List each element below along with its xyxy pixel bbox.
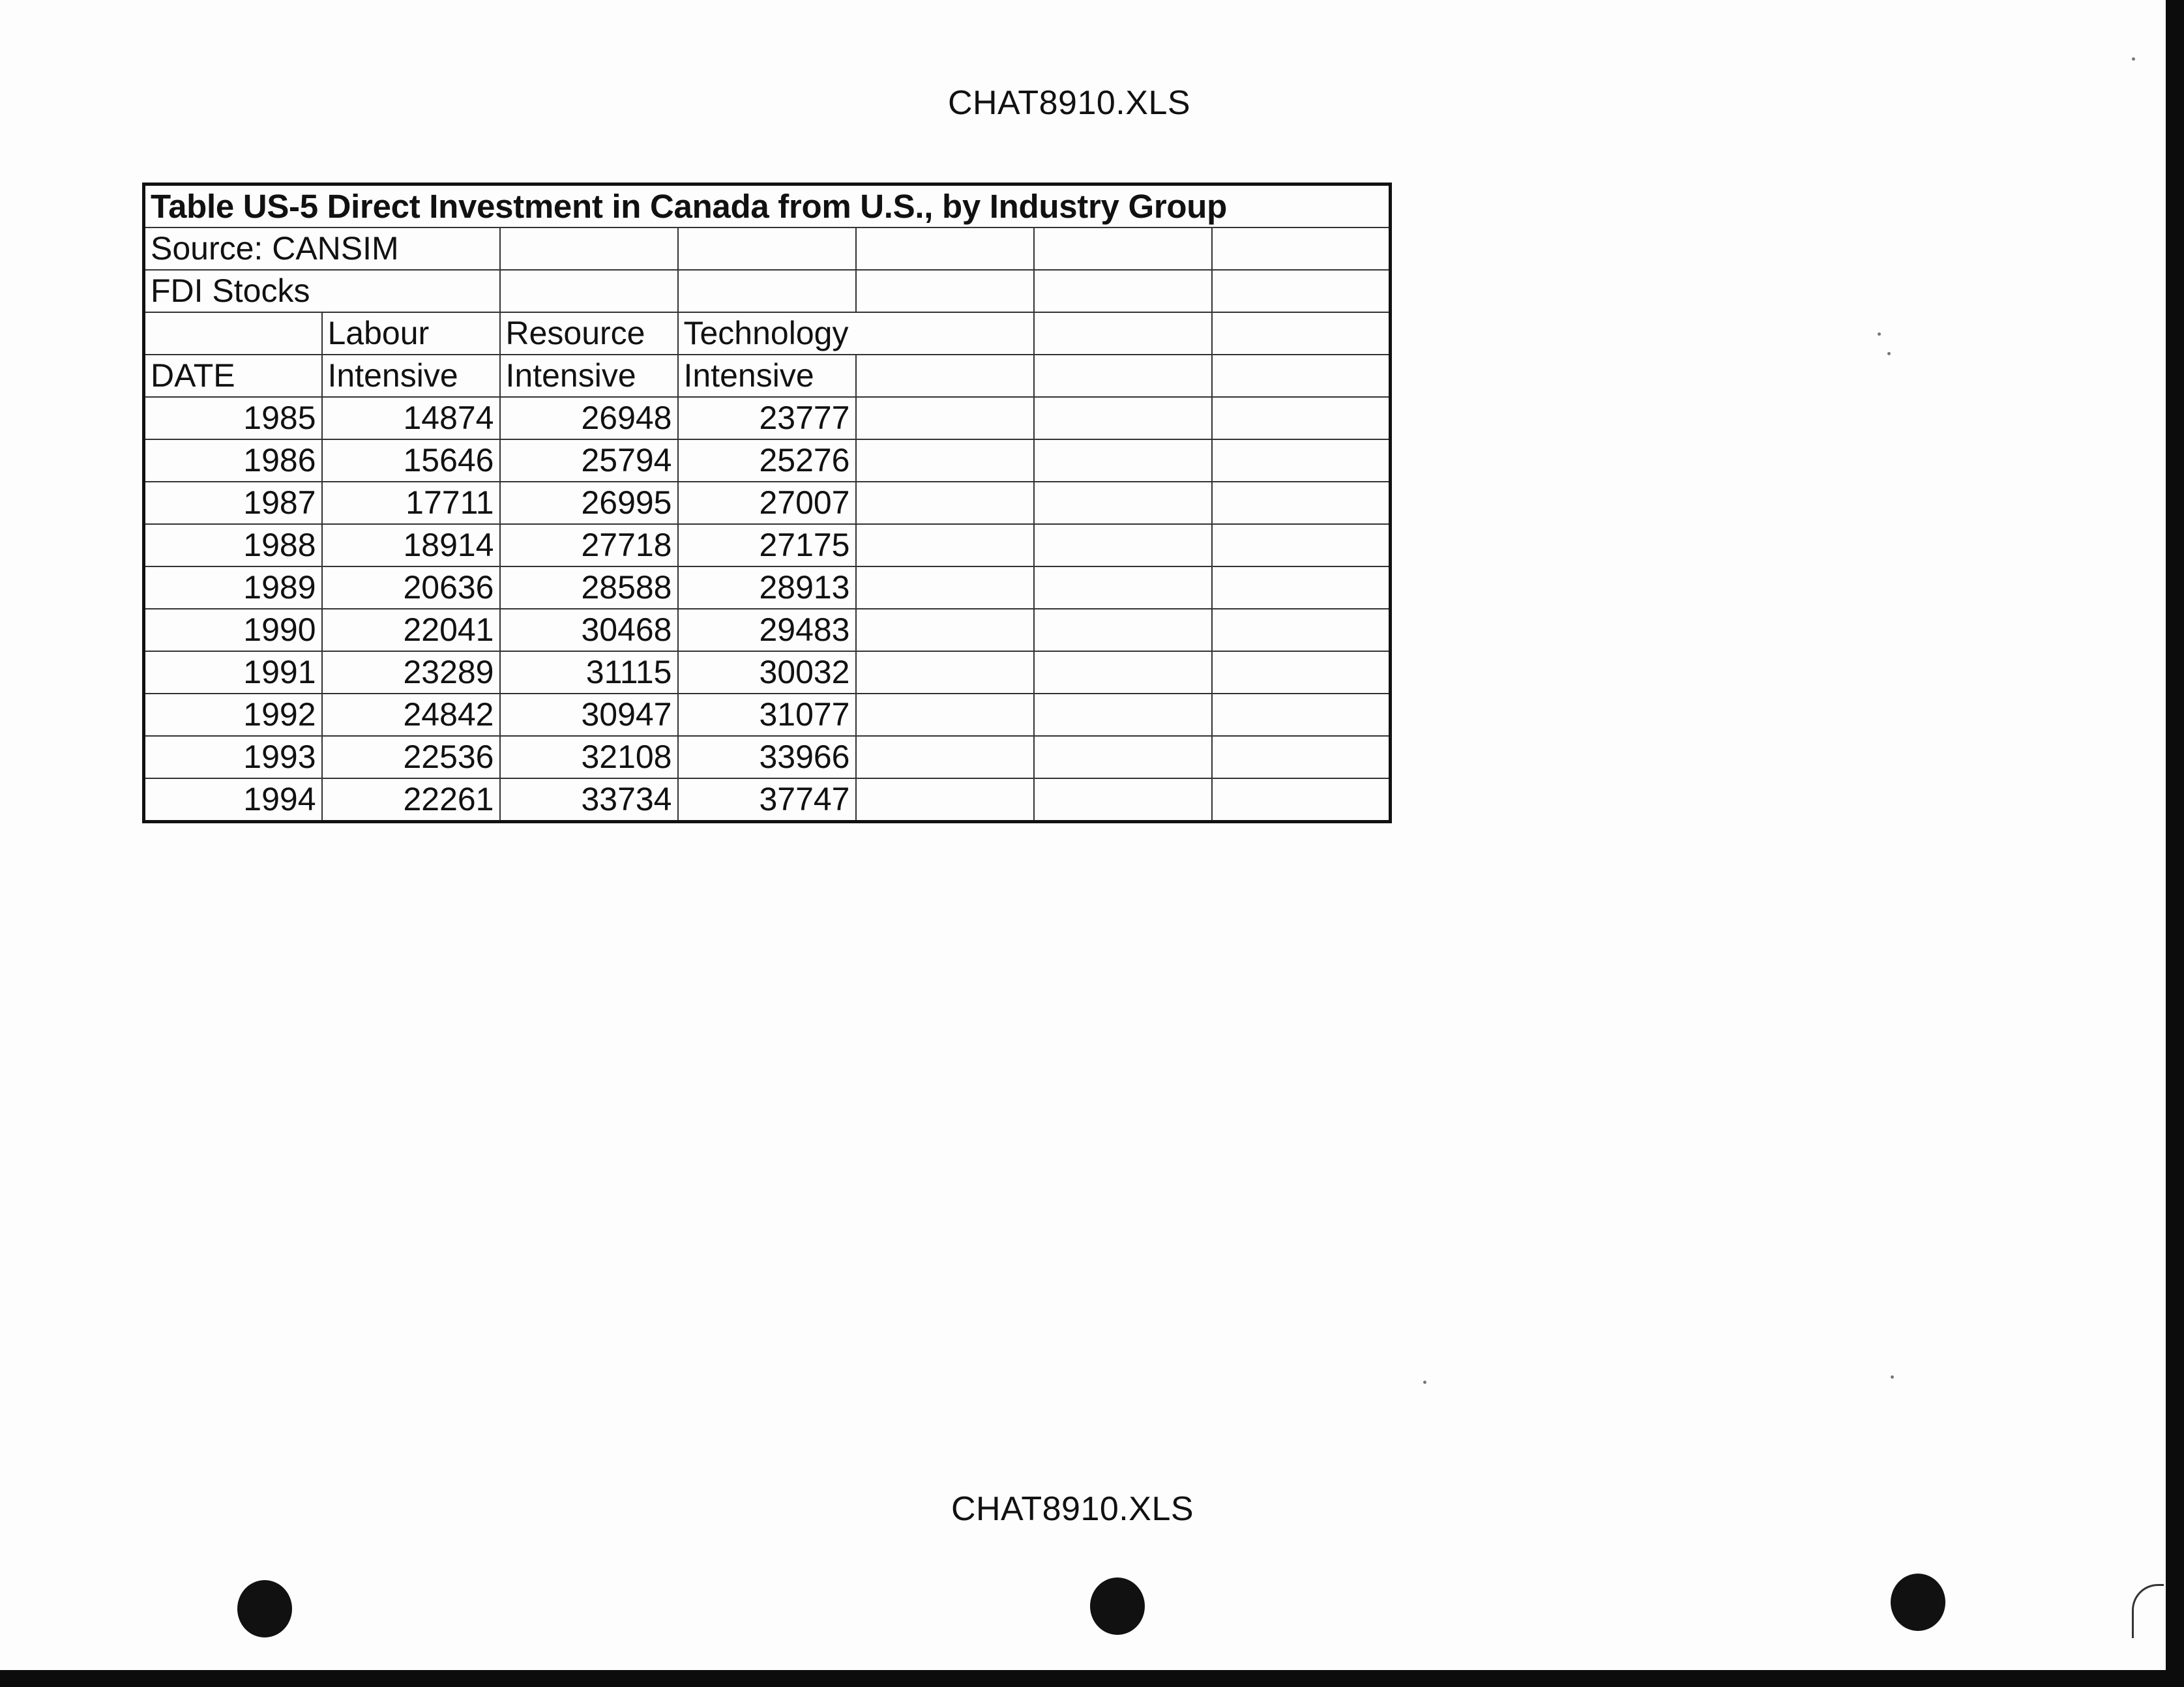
column-header: Resource bbox=[500, 312, 678, 355]
labour-intensive-cell: 17711 bbox=[322, 482, 500, 524]
empty-cell bbox=[1034, 694, 1212, 736]
table-row bbox=[144, 566, 1391, 609]
date-cell: 1989 bbox=[144, 566, 322, 609]
column-header: Technology bbox=[678, 312, 856, 355]
resource-intensive-cell: 25794 bbox=[500, 439, 678, 482]
table-row bbox=[144, 736, 1391, 778]
empty-cell bbox=[856, 227, 1034, 270]
technology-intensive-cell: 27175 bbox=[678, 524, 856, 566]
empty-cell bbox=[1212, 736, 1391, 778]
empty-cell bbox=[1034, 566, 1212, 609]
empty-cell bbox=[856, 566, 1034, 609]
labour-intensive-cell: 22261 bbox=[322, 778, 500, 822]
empty-cell bbox=[678, 227, 856, 270]
scan-edge-bottom bbox=[0, 1670, 2184, 1687]
empty-cell bbox=[1034, 736, 1212, 778]
empty-cell bbox=[856, 270, 1034, 312]
empty-cell bbox=[1034, 482, 1212, 524]
empty-cell bbox=[1034, 270, 1212, 312]
empty-cell bbox=[856, 778, 1034, 822]
empty-cell bbox=[856, 312, 1034, 355]
empty-cell bbox=[1212, 397, 1391, 439]
labour-intensive-cell: 22041 bbox=[322, 609, 500, 651]
empty-cell bbox=[1212, 355, 1391, 397]
date-cell: 1988 bbox=[144, 524, 322, 566]
table-row bbox=[144, 397, 1391, 439]
technology-intensive-cell: 28913 bbox=[678, 566, 856, 609]
empty-cell bbox=[1212, 312, 1391, 355]
empty-cell bbox=[1034, 227, 1212, 270]
date-cell: 1985 bbox=[144, 397, 322, 439]
column-header: Intensive bbox=[678, 355, 856, 397]
resource-intensive-cell: 26995 bbox=[500, 482, 678, 524]
table-title-row bbox=[144, 184, 1391, 228]
technology-intensive-cell: 27007 bbox=[678, 482, 856, 524]
column-header: DATE bbox=[144, 355, 322, 397]
date-cell: 1987 bbox=[144, 482, 322, 524]
table-row bbox=[144, 778, 1391, 822]
technology-intensive-cell: 29483 bbox=[678, 609, 856, 651]
table-row bbox=[144, 694, 1391, 736]
page-header-filename: CHAT8910.XLS bbox=[947, 84, 1191, 122]
empty-cell bbox=[1212, 482, 1391, 524]
scan-speck bbox=[1891, 1375, 1894, 1379]
labour-intensive-cell: 22536 bbox=[322, 736, 500, 778]
investment-table bbox=[142, 183, 1392, 823]
header-row-2 bbox=[144, 355, 1391, 397]
date-cell: 1992 bbox=[144, 694, 322, 736]
empty-cell bbox=[1212, 651, 1391, 694]
empty-cell bbox=[1034, 651, 1212, 694]
table-row bbox=[144, 609, 1391, 651]
empty-cell bbox=[1212, 439, 1391, 482]
empty-cell bbox=[1034, 397, 1212, 439]
header-row-1 bbox=[144, 312, 1391, 355]
technology-intensive-cell: 31077 bbox=[678, 694, 856, 736]
table-body bbox=[144, 397, 1391, 822]
scan-speck bbox=[1887, 352, 1891, 355]
punch-hole bbox=[1891, 1574, 1945, 1631]
labour-intensive-cell: 15646 bbox=[322, 439, 500, 482]
empty-cell bbox=[856, 694, 1034, 736]
scan-speck bbox=[1423, 1381, 1426, 1384]
table-row bbox=[144, 651, 1391, 694]
column-header bbox=[144, 312, 322, 355]
labour-intensive-cell: 20636 bbox=[322, 566, 500, 609]
labour-intensive-cell: 14874 bbox=[322, 397, 500, 439]
empty-cell bbox=[1034, 355, 1212, 397]
table-row bbox=[144, 482, 1391, 524]
page-corner-mark bbox=[2132, 1584, 2164, 1638]
resource-intensive-cell: 30947 bbox=[500, 694, 678, 736]
table-title: Table US-5 Direct Investment in Canada from U.S., by Industry Group bbox=[144, 184, 1391, 228]
empty-cell bbox=[1212, 609, 1391, 651]
technology-intensive-cell: 33966 bbox=[678, 736, 856, 778]
table-row bbox=[144, 439, 1391, 482]
resource-intensive-cell: 27718 bbox=[500, 524, 678, 566]
empty-cell bbox=[1212, 566, 1391, 609]
source-label: Source: CANSIM bbox=[144, 227, 500, 270]
resource-intensive-cell: 28588 bbox=[500, 566, 678, 609]
column-header: Intensive bbox=[500, 355, 678, 397]
empty-cell bbox=[1212, 524, 1391, 566]
punch-hole bbox=[237, 1580, 292, 1637]
empty-cell bbox=[500, 270, 678, 312]
empty-cell bbox=[500, 227, 678, 270]
empty-cell bbox=[856, 355, 1034, 397]
technology-intensive-cell: 30032 bbox=[678, 651, 856, 694]
empty-cell bbox=[678, 270, 856, 312]
empty-cell bbox=[1034, 524, 1212, 566]
empty-cell bbox=[856, 482, 1034, 524]
resource-intensive-cell: 26948 bbox=[500, 397, 678, 439]
empty-cell bbox=[856, 651, 1034, 694]
empty-cell bbox=[1212, 694, 1391, 736]
resource-intensive-cell: 32108 bbox=[500, 736, 678, 778]
empty-cell bbox=[1034, 439, 1212, 482]
empty-cell bbox=[1212, 778, 1391, 822]
empty-cell bbox=[1034, 778, 1212, 822]
technology-intensive-cell: 37747 bbox=[678, 778, 856, 822]
date-cell: 1994 bbox=[144, 778, 322, 822]
empty-cell bbox=[856, 397, 1034, 439]
date-cell: 1986 bbox=[144, 439, 322, 482]
subtitle-label: FDI Stocks bbox=[144, 270, 500, 312]
empty-cell bbox=[1034, 312, 1212, 355]
column-header: Intensive bbox=[322, 355, 500, 397]
table-row bbox=[144, 524, 1391, 566]
labour-intensive-cell: 18914 bbox=[322, 524, 500, 566]
empty-cell bbox=[1212, 270, 1391, 312]
empty-cell bbox=[856, 609, 1034, 651]
source-row bbox=[144, 227, 1391, 270]
scan-speck bbox=[1878, 332, 1881, 336]
empty-cell bbox=[1212, 227, 1391, 270]
scan-edge-right bbox=[2166, 0, 2184, 1687]
labour-intensive-cell: 24842 bbox=[322, 694, 500, 736]
resource-intensive-cell: 33734 bbox=[500, 778, 678, 822]
date-cell: 1993 bbox=[144, 736, 322, 778]
resource-intensive-cell: 30468 bbox=[500, 609, 678, 651]
empty-cell bbox=[856, 736, 1034, 778]
scan-speck bbox=[2132, 57, 2135, 61]
technology-intensive-cell: 25276 bbox=[678, 439, 856, 482]
date-cell: 1991 bbox=[144, 651, 322, 694]
resource-intensive-cell: 31115 bbox=[500, 651, 678, 694]
empty-cell bbox=[856, 524, 1034, 566]
subtitle-row bbox=[144, 270, 1391, 312]
technology-intensive-cell: 23777 bbox=[678, 397, 856, 439]
empty-cell bbox=[856, 439, 1034, 482]
column-header: Labour bbox=[322, 312, 500, 355]
page-footer-filename: CHAT8910.XLS bbox=[951, 1490, 1194, 1528]
date-cell: 1990 bbox=[144, 609, 322, 651]
labour-intensive-cell: 23289 bbox=[322, 651, 500, 694]
empty-cell bbox=[1034, 609, 1212, 651]
punch-hole bbox=[1090, 1577, 1145, 1635]
